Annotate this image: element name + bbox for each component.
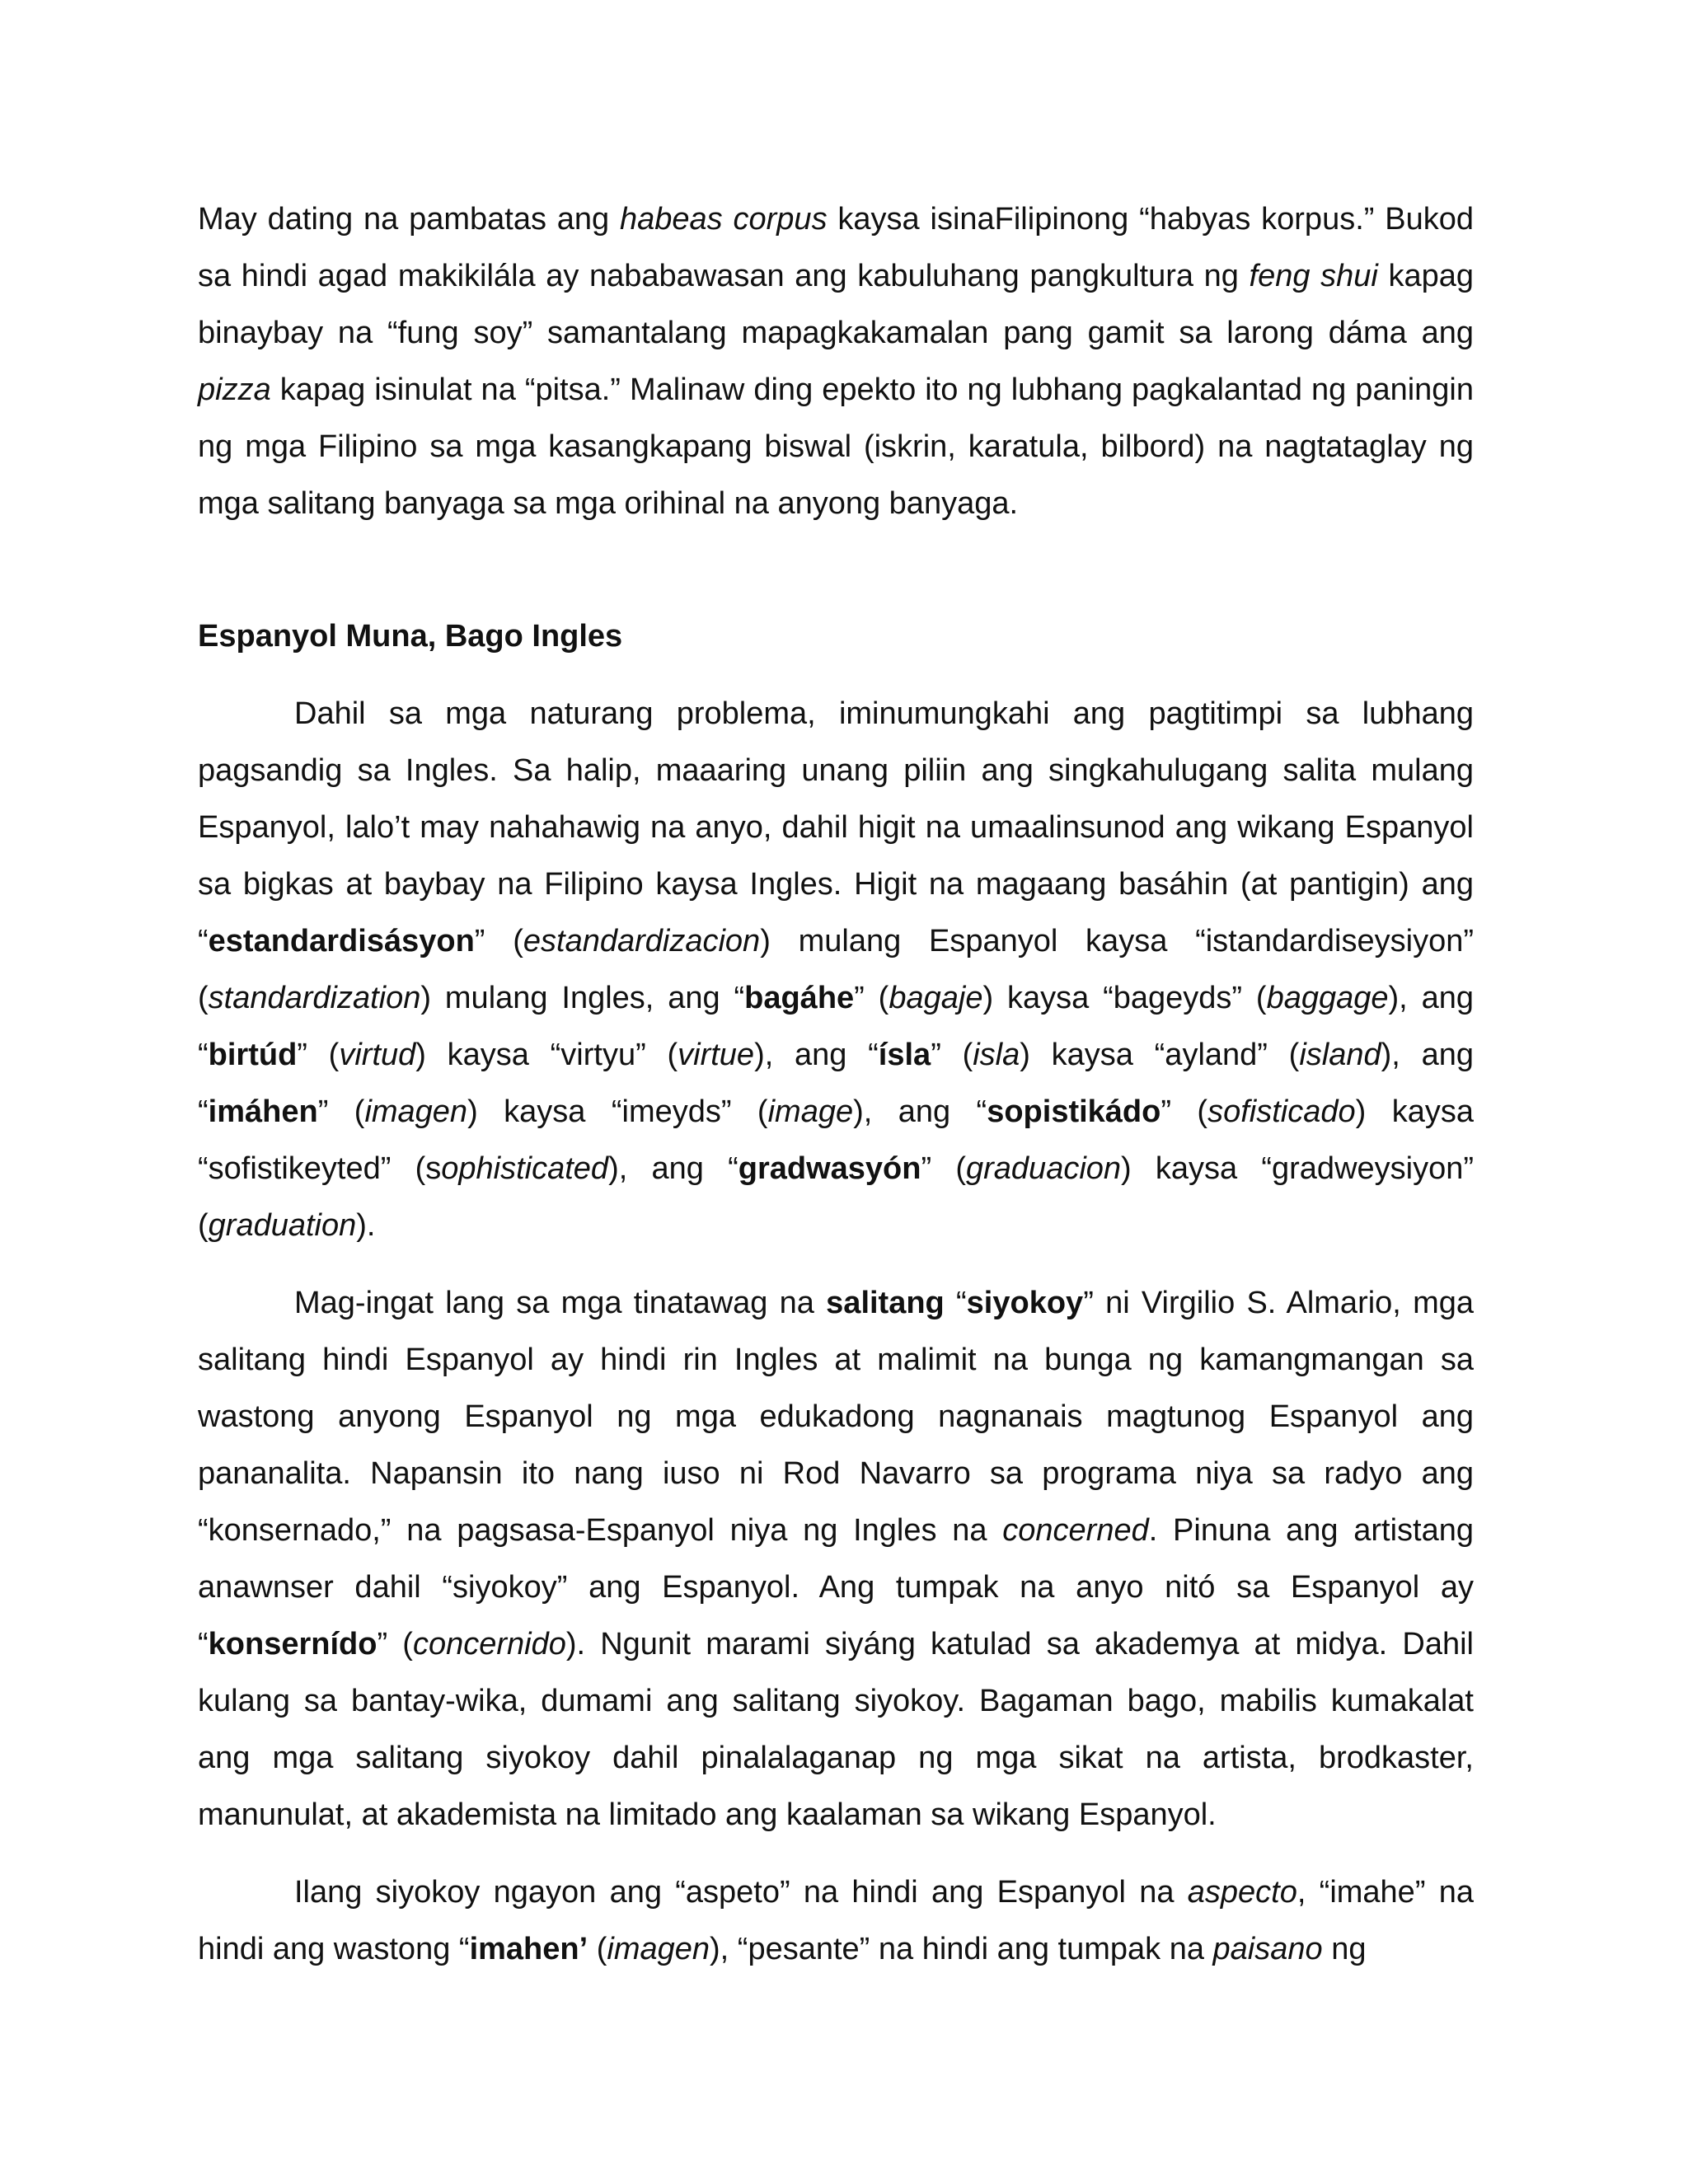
text-run: Ilang siyokoy ngayon ang “aspeto” na hindi ang Espanyol na: [294, 1875, 1188, 1910]
text-run: ), ang “: [198, 1038, 1474, 1129]
text-run: (: [588, 1932, 607, 1966]
bold-term: sopistikádo: [987, 1094, 1161, 1129]
text-run: ) kaysa “gradweysiyon” (: [198, 1151, 1475, 1243]
text-run: ) kaysa “sofistikeyted” (s: [198, 1094, 1474, 1186]
italic-term: isla: [973, 1038, 1020, 1072]
italic-term: virtue: [678, 1038, 755, 1072]
text-run: ” (: [921, 1151, 966, 1186]
text-run: ng: [1322, 1932, 1367, 1966]
text-run: ) mulang Ingles, ang “: [420, 981, 745, 1015]
text-run: ” (: [1160, 1094, 1208, 1129]
italic-term: standardization: [208, 981, 421, 1015]
text-run: ). Ngunit marami siyáng katulad sa akademya at midya. Dahil kulang sa bantay-wika, dumami ang salitang siyokoy. Bagaman bago, mabilis kumakalat ang mga salitang siyokoy dahil pinalalaganap ng mga sikat na artista, brodkaster, manunulat, at akademista na limitado ang kaalaman sa wikang Espanyol.: [198, 1627, 1474, 1832]
text-run: ), ang “: [853, 1094, 987, 1129]
text-run: ) kaysa “imeyds” (: [467, 1094, 768, 1129]
italic-term: island: [1299, 1038, 1381, 1072]
text-run: ).: [356, 1208, 376, 1243]
italic-term: pizza: [198, 373, 271, 407]
bold-term: gradwasyón: [738, 1151, 921, 1186]
paragraph-intro: [198, 191, 1474, 532]
text-run: ” ni Virgilio S. Almario, mga salitang hindi Espanyol ay hindi rin Ingles at malimit na bunga ng kamangmangan sa wastong anyong Espanyol ng mga edukadong nagnanais magtunog Espanyol ang pananalita. Napansin ito nang iuso ni Rod Navarro sa programa niya sa radyo ang “konsernado,” na pagsasa-Espanyol niya ng Ingles na: [198, 1286, 1474, 1548]
text-run: ” (: [931, 1038, 973, 1072]
italic-term: habeas corpus: [620, 202, 828, 237]
text-run: kapag isinulat na “pitsa.” Malinaw ding epekto ito ng lubhang pagkalantad ng paningin ng mga Filipino sa mga kasangkapang biswal (iskrin, karatula, bilbord) na nagtataglay ng mga salitang banyaga sa mga orihinal na anyong banyaga.: [198, 373, 1474, 521]
text-run: ), ang “: [754, 1038, 879, 1072]
text-run: ), ang “: [198, 981, 1475, 1072]
bold-term: estandardisásyon: [208, 924, 475, 958]
text-run: ” (: [377, 1627, 413, 1661]
italic-term: paisano: [1212, 1932, 1323, 1966]
italic-term: aspecto: [1187, 1875, 1297, 1910]
italic-term: concerned: [1002, 1513, 1149, 1548]
text-run: ), “pesante” na hindi ang tumpak na: [710, 1932, 1213, 1966]
bold-term: siyokoy: [966, 1286, 1084, 1320]
italic-term: feng shui: [1249, 259, 1378, 293]
bold-term: ísla: [878, 1038, 931, 1072]
bold-term: imahen’: [469, 1932, 588, 1966]
text-run: Dahil sa mga naturang problema, iminumungkahi ang pagtitimpi sa lubhang pagsandig sa Ingles. Sa halip, maaaring unang piliin ang singkahulugang salita mulang Espanyol, lalo’t may nahahawig na anyo, dahil higit na umaalinsunod ang wikang Espanyol sa bigkas at baybay na Filipino kaysa Ingles. Higit na magaang basáhin (at pantigin) ang “: [198, 696, 1474, 958]
paragraph-ilang: [198, 1864, 1474, 1978]
bold-term: birtúd: [208, 1038, 298, 1072]
text-run: ” (: [317, 1094, 365, 1129]
document-page: [198, 191, 1474, 1978]
text-run: May dating na pambatas ang: [198, 202, 621, 237]
text-run: ” (: [297, 1038, 340, 1072]
text-run: kapag binaybay na “fung soy” samantalang mapagkakamalan pang gamit sa larong dáma ang: [198, 259, 1474, 350]
text-run: ) kaysa “virtyu” (: [415, 1038, 678, 1072]
text-run: ” (: [474, 924, 523, 958]
text-run: ) mulang Espanyol kaysa “istandardiseysiyon” (: [198, 924, 1475, 1015]
paragraph-dahil: [198, 686, 1474, 1254]
text-run: ) kaysa “ayland” (: [1020, 1038, 1300, 1072]
italic-term: virtud: [339, 1038, 416, 1072]
italic-term: graduacion: [966, 1151, 1122, 1186]
text-run: “: [944, 1286, 967, 1320]
text-run: . Pinuna ang artistang anawnser dahil “siyokoy” ang Espanyol. Ang tumpak na anyo nitó sa Espanyol ay “: [198, 1513, 1475, 1661]
text-run: , “imahe” na hindi ang wastong “: [198, 1875, 1474, 1966]
italic-term: image: [767, 1094, 854, 1129]
text-run: ) kaysa “bageyds” (: [982, 981, 1267, 1015]
text-run: ” (: [854, 981, 889, 1015]
bold-term: bagáhe: [744, 981, 855, 1015]
section-heading: Espanyol Muna, Bago Ingles: [198, 619, 623, 654]
bold-term: imáhen: [208, 1094, 318, 1129]
italic-term: graduation: [208, 1208, 357, 1243]
paragraph-magingat: [198, 1275, 1474, 1844]
italic-term: ophisticated: [441, 1151, 609, 1186]
italic-term: imagen: [364, 1094, 468, 1129]
bold-term: konsernído: [208, 1627, 377, 1661]
text-run: ), ang “: [608, 1151, 738, 1186]
text-run: kaysa isinaFilipinong “habyas korpus.” Bukod sa hindi agad makikilála ay nababawasan ang kabuluhang pangkultura ng: [198, 202, 1474, 293]
italic-term: sofisticado: [1207, 1094, 1356, 1129]
italic-term: imagen: [607, 1932, 710, 1966]
italic-term: bagaje: [889, 981, 983, 1015]
italic-term: concernido: [412, 1627, 566, 1661]
italic-term: baggage: [1266, 981, 1389, 1015]
bold-term: salitang: [826, 1286, 945, 1320]
italic-term: estandardizacion: [523, 924, 761, 958]
text-run: Mag-ingat lang sa mga tinatawag na: [294, 1286, 827, 1320]
